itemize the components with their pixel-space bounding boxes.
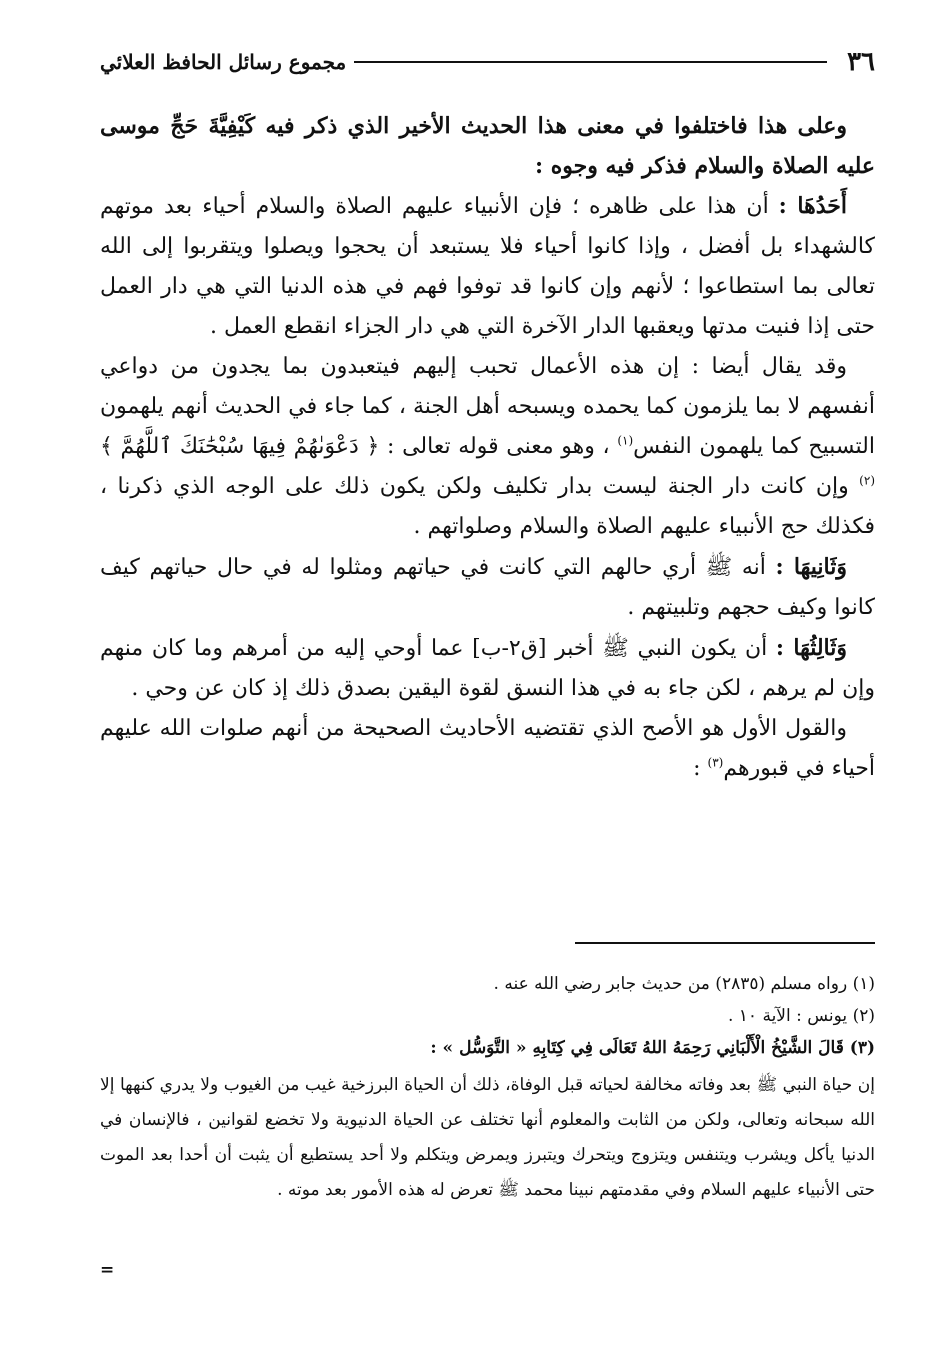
main-text: [100, 106, 875, 789]
footnote-ref-1[interactable]: (١): [617, 433, 634, 448]
footnote-1: (١) رواه مسلم (٢٨٣٥) من حديث جابر رضي الله عنه .: [493, 974, 875, 994]
second-view-text: أنه ﷺ أري حالهم التي كانت في حياتهم ومثلوا له في حال حياتهم كيف كانوا وكيف حجهم وتلبيتهم .: [100, 555, 875, 620]
continuation-mark: =: [100, 1260, 115, 1280]
footnote-2: (٢) يونس : الآية ١٠ .: [727, 1006, 875, 1026]
footnote-3-body: إن حياة النبي ﷺ بعد وفاته مخالفة لحياته قبل الوفاة، ذلك أن الحياة البرزخية غيب من الغيوب ولا يدري كنهها إلا الله سبحانه وتعالى، ولكن من الثابت والمعلوم أنها تختلف عن الحياة الدنيوية ولا تخضع لقوانين ، فالإنسان في الدنيا يأكل ويشرب ويتنفس ويتزوج ويتحرك ويتبرز ويمرض ويتكلم ولا أحد يستطيع أن يثبت أن أحدا بعد الموت حتى الأنبياء عليهم السلام وفي مقدمتهم نبينا محمد ﷺ تعرض له هذه الأمور بعد موته .: [100, 1075, 876, 1200]
footnotes: [100, 968, 875, 1208]
first-view-label: أَحَدُهَا :: [778, 193, 847, 219]
third-view-label: وَثَالِثُهَا :: [775, 635, 848, 661]
also-said-text-1: وقد يقال أيضا : إن هذه الأعمال تحبب إليهم فيتعبدون بما يجدون من دواعي أنفسهم لا بما يلزمون كما يحمده ويسبحه أهل الجنة ، كما جاء في الحديث أنهم يلهمون التسبيح كما يلهمون النفس: [100, 354, 875, 459]
also-said-text-3: وإن كانت دار الجنة ليست بدار تكليف ولكن يكون ذلك على الوجه الذي ذكرنا ، فكذلك حج الأنبياء عليهم الصلاة والسلام وصلواتهم .: [100, 474, 875, 539]
third-view-text: أن يكون النبي ﷺ أخبر [ق٢-ب] عما أوحي إليه من أمرهم وما كان منهم وإن لم يرهم ، لكن جاء به في هذا النسق لقوة اليقين بصدق ذلك إذ كان عن وحي .: [100, 636, 875, 701]
page-header: [100, 44, 875, 80]
paragraph-also-said: [100, 347, 875, 547]
page-number: ٣٦: [847, 47, 875, 77]
first-view-text: أن هذا على ظاهره ؛ فإن الأنبياء عليهم الصلاة والسلام أحياء بعد موتهم كالشهداء بل أفضل ، وإذا كانوا أحياء فلا يستبعد أن يحجوا ويصلوا ويتقربوا إلى الله تعالى بما استطاعوا ؛ لأنهم وإن كانوا قد توفوا فهم في هذه الدنيا التي هي دار العمل حتى إذا فنيت مدتها ويعقبها الدار الآخرة التي هي دار الجزاء انقطع العمل .: [100, 194, 875, 339]
footnote-ref-3[interactable]: (٣): [707, 755, 724, 770]
footnote-ref-2[interactable]: (٢): [859, 473, 875, 488]
paragraph-intro: وعلى هذا فاختلفوا في معنى هذا الحديث الأخير الذي ذكر فيه كَيْفِيَّةَ حَجِّ موسى عليه الصلاة والسلام فذكر فيه وجوه :: [100, 113, 875, 179]
quran-verse: ﴿ دَعْوَىٰهُمْ فِيهَا سُبْحَٰنَكَ ٱللَّهُمَّ ﴾: [100, 434, 380, 459]
footnote-separator: [575, 942, 875, 944]
running-title: مجموع رسائل الحافظ العلائي: [100, 50, 347, 74]
second-view-label: وَثَانِيهَا :: [775, 554, 847, 580]
also-said-text-2: ، وهو معنى قوله تعالى :: [387, 434, 610, 459]
header-rule: [354, 61, 827, 63]
footnote-3-heading: (٣) قَالَ الشَّيْخُ الْأَلْبَانِي رَحِمَهُ اللهُ تَعَالَى فِي كِتَابِهِ « التَّوَسُّل » :: [430, 1038, 875, 1058]
conclusion-text: والقول الأول هو الأصح الذي تقتضيه الأحاديث الصحيحة من أنهم صلوات الله عليهم أحياء في قبورهم: [100, 716, 875, 781]
paragraph-second-view: [100, 547, 875, 628]
paragraph-third-view: [100, 628, 875, 709]
paragraph-first-view: [100, 186, 875, 347]
conclusion-end: :: [693, 756, 708, 781]
paragraph-conclusion: [100, 709, 875, 789]
